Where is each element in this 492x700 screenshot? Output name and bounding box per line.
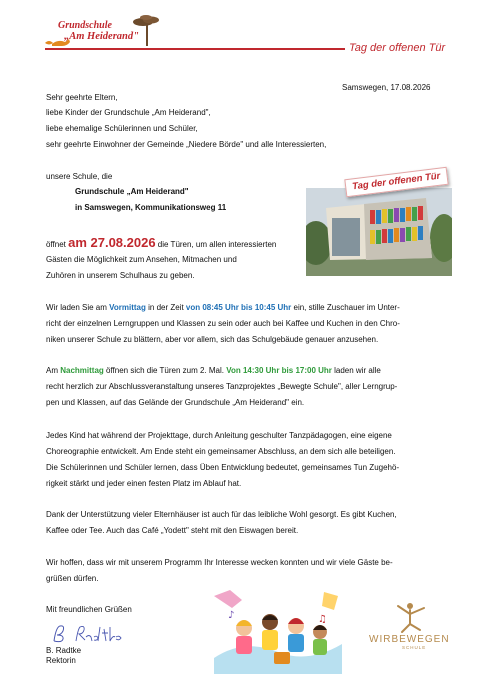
salutation-line: Sehr geehrte Eltern, (46, 93, 118, 102)
open-day-sticker: Tag der offenen Tür (344, 167, 448, 197)
morning-line2: richt der einzelnen Lerngruppen und Klassen zu sein oder auch bei Kaffee und Kuchen in den Chro- (46, 319, 400, 328)
school-address-line1: Grundschule „Am Heiderand" (75, 187, 189, 196)
project-logo-text: WIRBEWEGEN (369, 634, 450, 645)
handwritten-signature (50, 623, 130, 645)
catering-line: Dank der Unterstützung vieler Elternhäuser ist auch für das leibliche Wohl gesorgt. Es gibt Kuchen, (46, 510, 397, 519)
project-line: rigkeit stärkt und jeder einen festen Platz im Ablauf hat. (46, 479, 242, 488)
place-date: Samswegen, 17.08.2026 (342, 83, 431, 92)
afternoon-line3: pen und Klassen, auf das Gelände der Grundschule „Am Heiderand" ein. (46, 398, 305, 407)
afternoon-line1: Am Nachmittag öffnen sich die Türen zum 2. Mal. Von 14:30 Uhr bis 17:00 Uhr laden wir alle (46, 366, 381, 375)
salutation-line: liebe Kinder der Grundschule „Am Heiderand", (46, 108, 211, 117)
afternoon-time: Von 14:30 Uhr bis 17:00 Uhr (226, 366, 332, 375)
opening-line2: Gästen die Möglichkeit zum Ansehen, Mitmachen und (46, 255, 237, 264)
project-line: Jedes Kind hat während der Projekttage, durch Anleitung geschulter Tanzpädagogen, eine eigene (46, 431, 392, 440)
intro-text: unsere Schule, die (46, 172, 113, 181)
morning-time: von 08:45 Uhr bis 10:45 Uhr (185, 303, 292, 312)
closing-paragraph-line: Wir hoffen, dass wir mit unserem Programm Ihr Interesse wecken konnten und wir viele Gäste be- (46, 558, 393, 567)
kids-music-illustration (214, 588, 342, 674)
school-name-line2: „Am Heiderand" (64, 31, 139, 42)
morning-line3: niken unserer Schule zu blättern, aber vor allem, sich das Schulgebäude genauer anzusehen. (46, 335, 379, 344)
header-title: Tag der offenen Tür (349, 42, 446, 54)
signatory-role: Rektorin (46, 656, 76, 665)
catering-line: Kaffee oder Tee. Auch das Café „Yodett" steht mit den Eiswagen bereit. (46, 526, 299, 535)
school-address-line2: in Samswegen, Kommunikationsweg 11 (75, 203, 227, 212)
svg-text:♫: ♫ (318, 614, 327, 625)
opening-line1: öffnet am 27.08.2026 die Türen, um allen interessierten (46, 235, 277, 250)
school-building-photo (306, 188, 452, 276)
closing-paragraph-line: grüßen dürfen. (46, 574, 99, 583)
school-name-line1: Grundschule (58, 20, 112, 31)
salutation-line: liebe ehemalige Schülerinnen und Schüler, (46, 124, 198, 133)
opening-line3: Zuhören in unserem Schulhaus zu geben. (46, 271, 195, 280)
svg-text:♪: ♪ (228, 610, 235, 621)
closing-greeting: Mit freundlichen Grüßen (46, 605, 132, 614)
signatory-name: B. Radtke (46, 646, 82, 655)
project-line: Choreographie entwickelt. Am Ende steht ein gemeinsamer Abschluss, an dem sich alle beteiligen. (46, 447, 396, 456)
event-date: 27.08.2026 (90, 235, 156, 250)
morning-line1: Wir laden Sie am Vormittag in der Zeit von 08:45 Uhr bis 10:45 Uhr ein, stille Zuschauer im Unter- (46, 303, 400, 312)
afternoon-line2: recht herzlich zur Abschlussveranstaltung unseres Tanzprojektes „Bewegte Schule", aller Lerngrup- (46, 382, 398, 391)
project-line: Die Schülerinnen und Schüler lernen, dass Üben Entwicklung bedeutet, gemeinsames Tun Zugehö- (46, 463, 400, 472)
salutation-line: sehr geehrte Einwohner der Gemeinde „Niedere Börde" und alle Interessierten, (46, 140, 327, 149)
header-rule (45, 48, 345, 50)
project-logo-subtext: SCHULE (402, 645, 427, 650)
